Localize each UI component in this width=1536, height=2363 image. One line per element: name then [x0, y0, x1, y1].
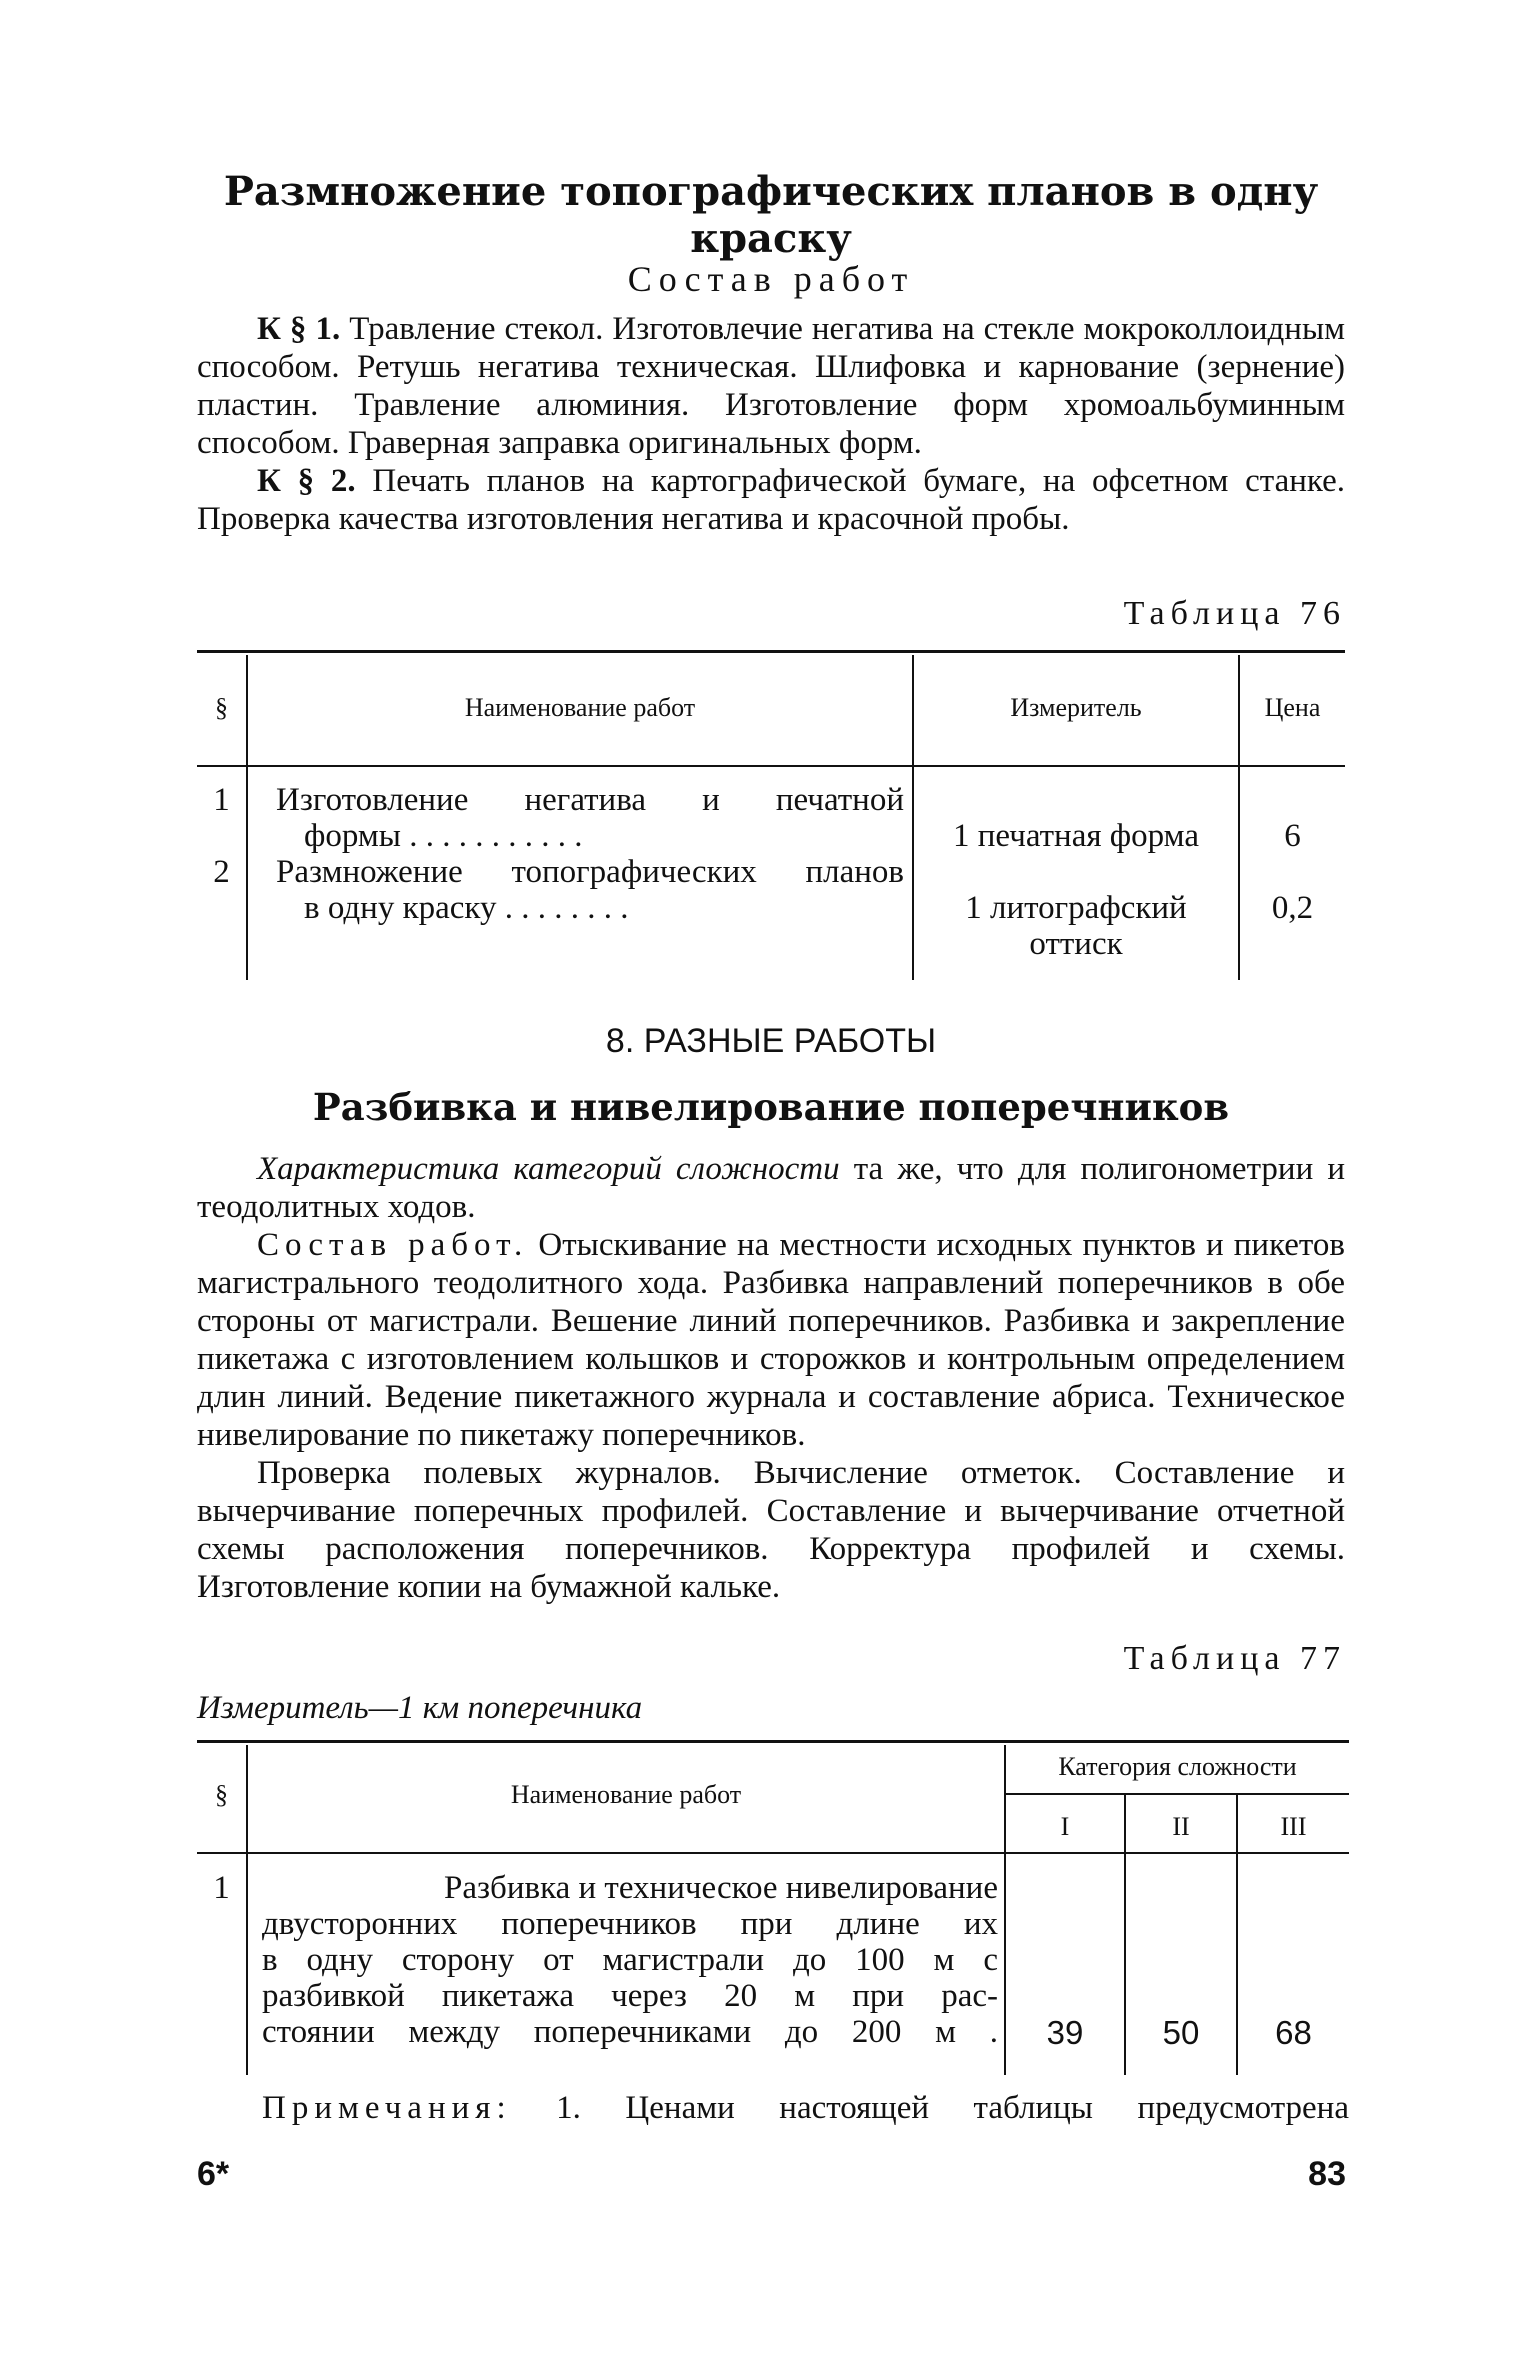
table76-row2-unit-line1: 1 литографский — [965, 890, 1187, 926]
table76-header-rule — [197, 765, 1345, 767]
table76-header-unit: Измеритель — [1010, 693, 1142, 722]
table77-row1-num: 1 — [213, 1870, 230, 1906]
table76-row2-name-line2: в одну краску . . . . . . . . — [304, 890, 629, 926]
section8-subheading: Разбивка и нивелирование поперечников — [312, 1085, 1230, 1129]
paragraph-2-label: К § 2. — [257, 463, 356, 499]
table77-row1-line1: Разбивка и техническое нивелирование — [444, 1870, 998, 1906]
paragraph-1-text: Травление стекол. Изготовлечие негатива на стекле мокроколлоидным способом. Ретушь негатива техническая. Шлифовка и карнование (зернение) пластин. Травление алюминия. Изготовление форм хромоальбуминным способом. Граверная заправка оригинальных форм. — [197, 311, 1345, 461]
composition-heading: Состав работ — [627, 259, 915, 299]
table77-measure-label: Измеритель — [197, 1690, 369, 1726]
table77-header-cat-3: III — [1280, 1812, 1307, 1841]
characteristic-paragraph — [197, 1150, 1345, 1226]
characteristic-text: та же, что для полигонометрии и теодолитных ходов. — [197, 1151, 1346, 1225]
table76-header-num: § — [215, 693, 228, 722]
section1-body — [197, 310, 1345, 538]
table76-row2-price: 0,2 — [1271, 890, 1314, 926]
paragraph-1 — [197, 310, 1345, 462]
paragraph-2-text: Печать планов на картографической бумаге, на офсетном станке. Проверка качества изготовления негатива и красочной пробы. — [197, 463, 1345, 537]
section8-body — [197, 1150, 1345, 1606]
table77-row1-line5: стоянии между поперечниками до 200 м . — [262, 2014, 998, 2050]
table76-row2-name-line1: Размножение топографических планов — [276, 854, 904, 890]
table77-row1-value-2: 50 — [1162, 2014, 1200, 2051]
table77-row1-name — [262, 1870, 998, 2050]
section8-heading: 8. РАЗНЫЕ РАБОТЫ — [605, 1022, 937, 1060]
table77-row1-line4: разбивкой пикетажа через 20 м при рас- — [262, 1978, 998, 2014]
table76-row1-name-line1: Изготовление негатива и печатной — [276, 782, 904, 818]
table76-row1-name-line2: формы . . . . . . . . . . . — [304, 818, 583, 854]
table76-row2-unit-line2: оттиск — [1029, 926, 1123, 962]
table77-top-rule — [197, 1740, 1349, 1743]
table76-row1-price: 6 — [1284, 818, 1301, 854]
table77-row1-line2: двусторонних поперечников при длине их — [262, 1906, 998, 1942]
table77-caption: Таблица 77 — [1123, 1640, 1346, 1677]
table76-row2-unit — [914, 890, 1238, 962]
table76-caption: Таблица 76 — [1123, 595, 1346, 632]
composition-paragraph — [197, 1226, 1345, 1454]
table76-top-rule — [197, 650, 1345, 653]
notes-text: 1. Ценами настоящей таблицы предусмотрена — [556, 2090, 1349, 2126]
composition-paragraph-2: Проверка полевых журналов. Вычисление отметок. Составление и вычерчивание поперечных профилей. Составление и вычерчивание отчетной схемы расположения поперечников. Корректура профилей и схемы. Изготовление копии на бумажной кальке. — [197, 1455, 1345, 1605]
page-number: 83 — [1308, 2155, 1346, 2193]
table77-row1-value-3: 68 — [1275, 2014, 1312, 2051]
table77-header-cat-1: I — [1060, 1812, 1070, 1841]
composition-text: Отыскивание на местности исходных пунктов и пикетов магистрального теодолитного хода. Разбивка направлений поперечников в обе стороны от магистрали. Вешение линий поперечников. Разбивка и закрепление пикетажа с изготовлением кольшков и сторожков и контрольным определением длин линий. Ведение пикетажного журнала и составление абриса. Техническое нивелирование по пикетажу поперечников. — [197, 1227, 1345, 1453]
table77-header-category: Категория сложности — [1058, 1752, 1297, 1781]
table77-category-rule — [1006, 1793, 1349, 1795]
signature-mark: 6* — [197, 2155, 230, 2193]
table76-header-price: Цена — [1264, 693, 1321, 722]
section-title: Размножение топографических планов в одну краску — [223, 168, 1319, 262]
table76-row1-name — [276, 782, 904, 854]
paragraph-1-label: К § 1. — [257, 311, 341, 347]
table76-header-name: Наименование работ — [464, 693, 696, 722]
characteristic-label: Характеристика категорий сложности — [257, 1151, 840, 1187]
table76-row1-num: 1 — [213, 782, 230, 818]
table77-header-rule — [197, 1852, 1349, 1854]
table77-header-cat-2: II — [1172, 1812, 1190, 1841]
table77-header-num: § — [215, 1780, 228, 1809]
table77-header-name: Наименование работ — [510, 1780, 742, 1809]
table76-row2-num: 2 — [213, 854, 230, 890]
composition-label: Состав работ. — [257, 1227, 529, 1263]
table77-measure-value: —1 км поперечника — [368, 1690, 643, 1726]
table76-row2-name — [276, 854, 904, 926]
table76-row1-unit: 1 печатная форма — [953, 818, 1199, 854]
notes-line — [262, 2090, 1349, 2127]
paragraph-2 — [197, 462, 1345, 538]
table77-measure — [197, 1690, 642, 1727]
notes-label: Примечания: — [262, 2090, 512, 2126]
table77-row1-value-1: 39 — [1046, 2014, 1084, 2051]
table77-row1-line3: в одну сторону от магистрали до 100 м с — [262, 1942, 998, 1978]
